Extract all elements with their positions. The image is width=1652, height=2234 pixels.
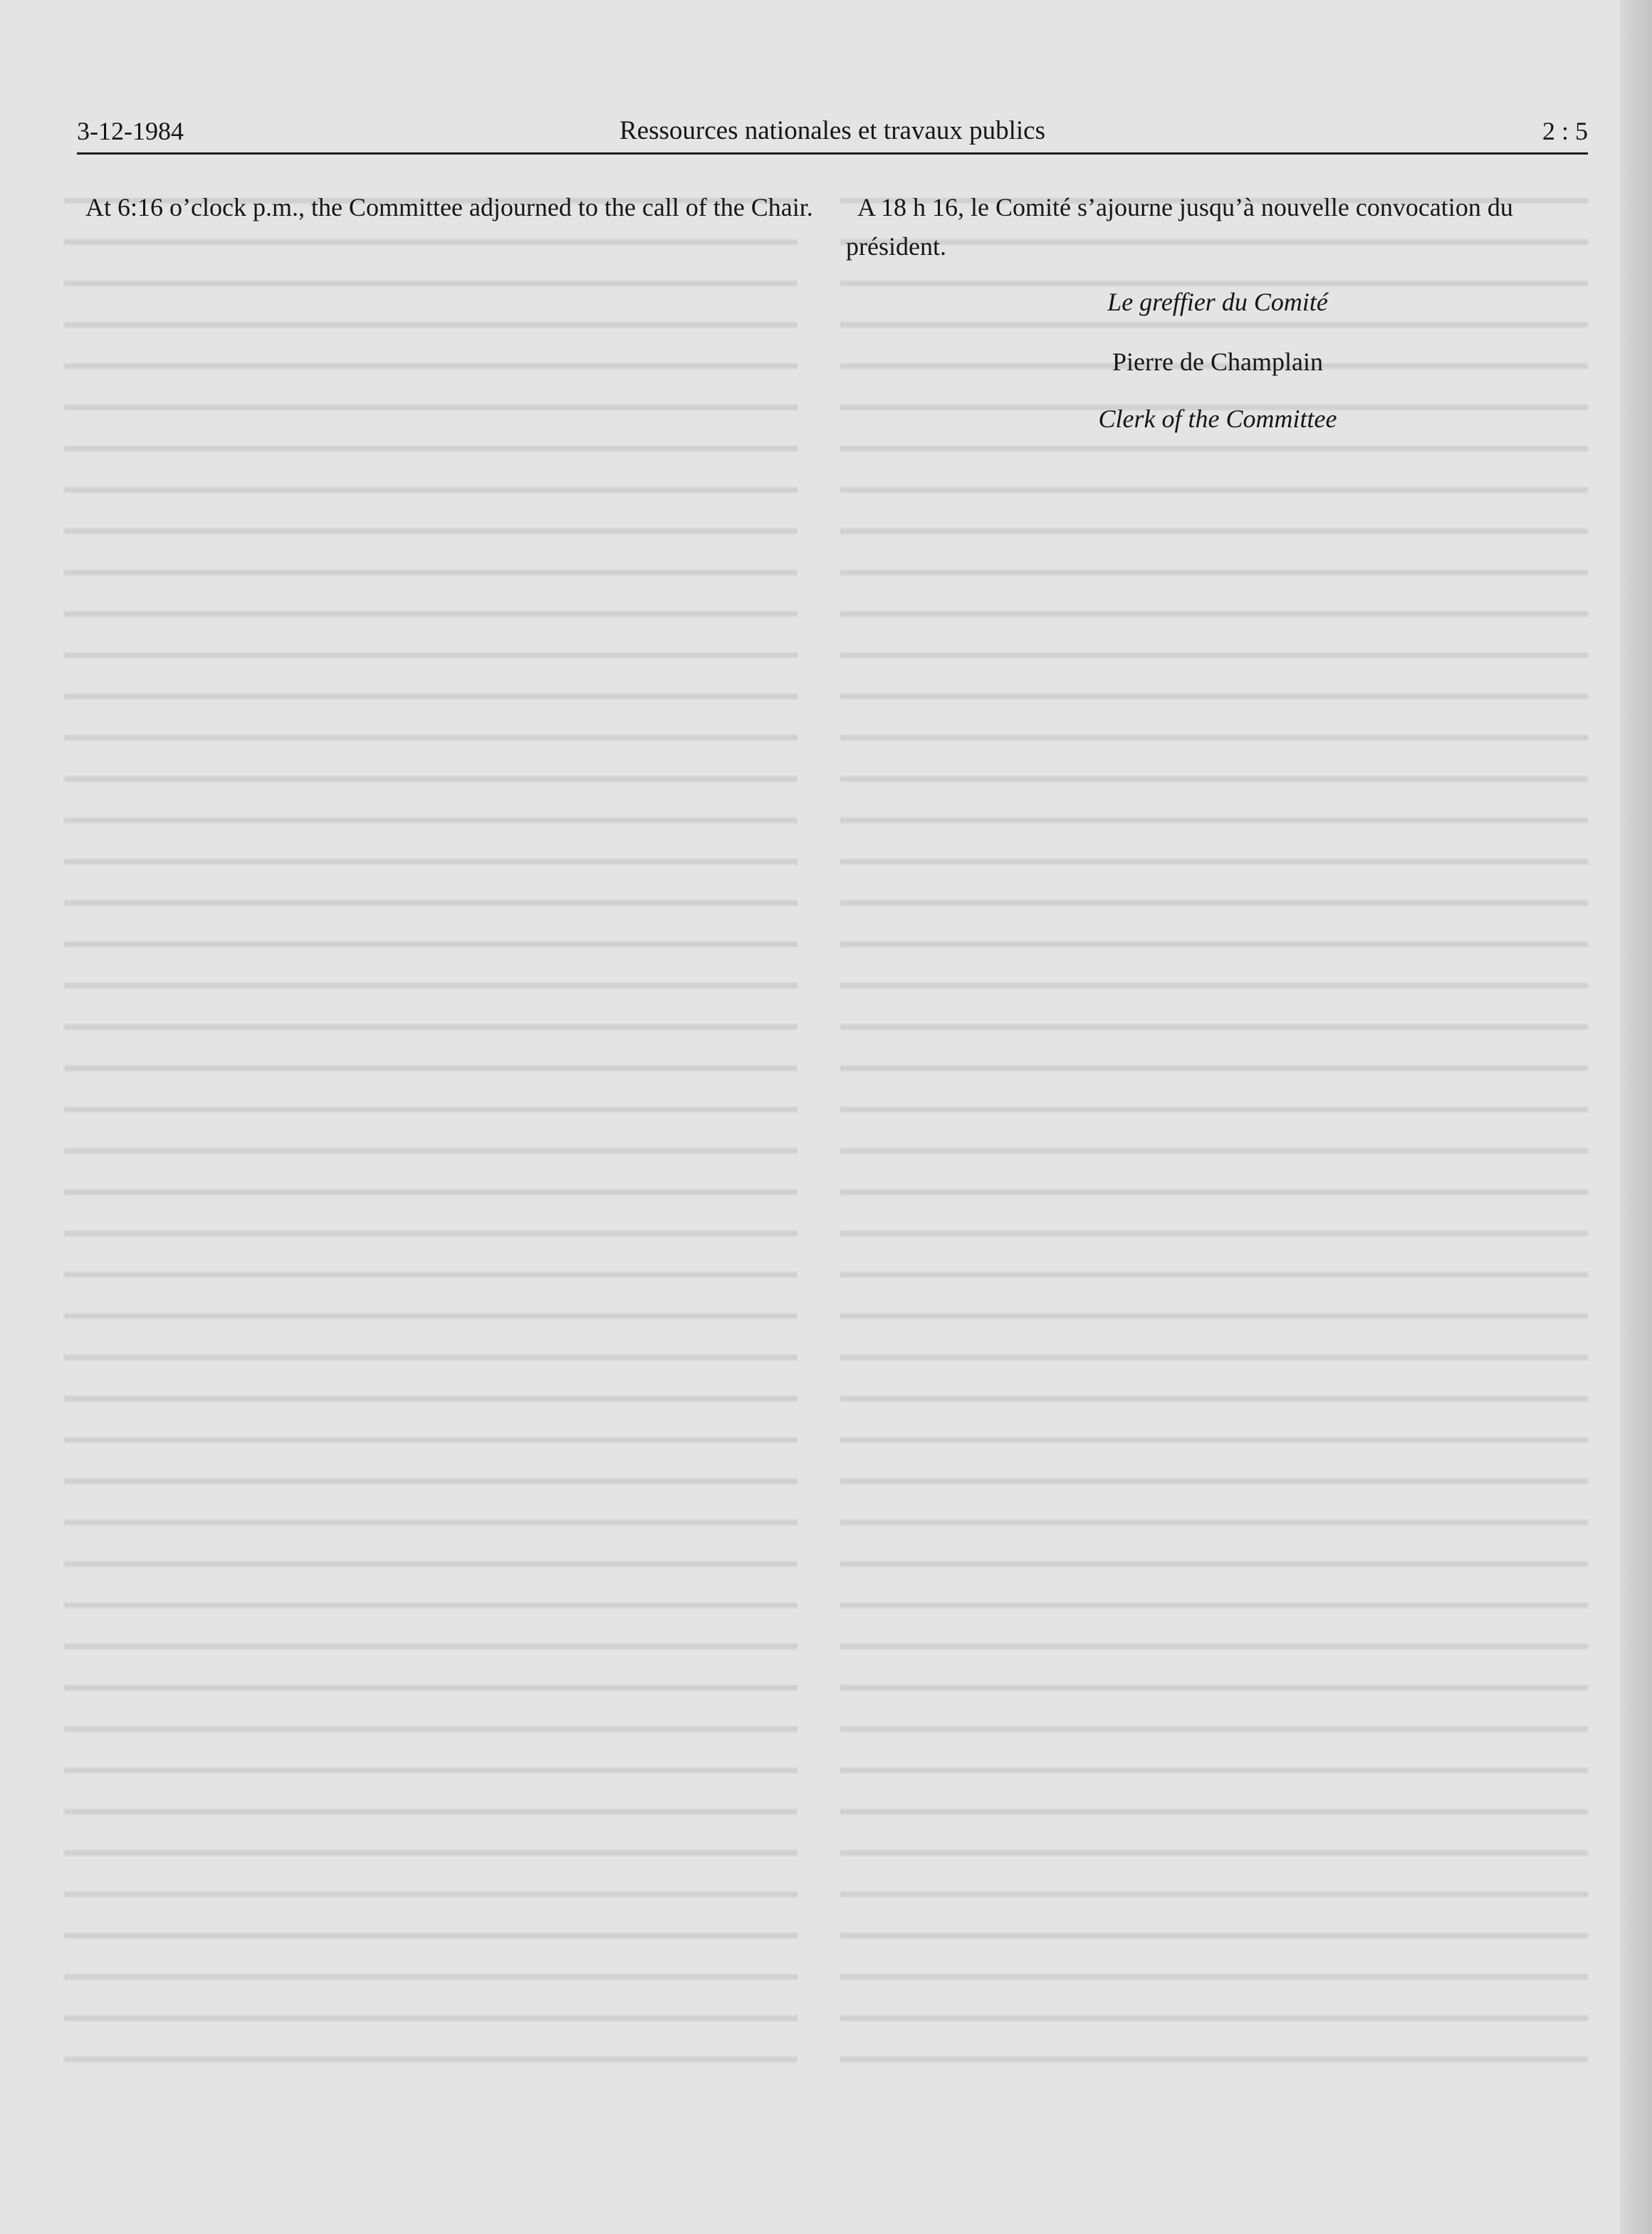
french-adjournment-paragraph: A 18 h 16, le Comité s’ajourne jusqu’à nouvelle convocation du président. [846, 193, 1513, 261]
english-adjournment-paragraph: At 6:16 o’clock p.m., the Committee adjourned to the call of the Chair. [85, 193, 813, 221]
header-date: 3-12-1984 [77, 117, 184, 145]
header-page-number: 2 : 5 [1542, 117, 1588, 145]
clerk-title-english: Clerk of the Committee [1098, 404, 1337, 433]
column-gutter [798, 178, 840, 2065]
header-rule [77, 152, 1588, 155]
page-edge-shadow [1619, 0, 1652, 2234]
running-header [77, 115, 1588, 155]
clerk-title-french: Le greffier du Comité [1107, 288, 1328, 316]
header-title: Ressources nationales et travaux publics [620, 116, 1045, 145]
clerk-name: Pierre de Champlain [1112, 348, 1323, 376]
